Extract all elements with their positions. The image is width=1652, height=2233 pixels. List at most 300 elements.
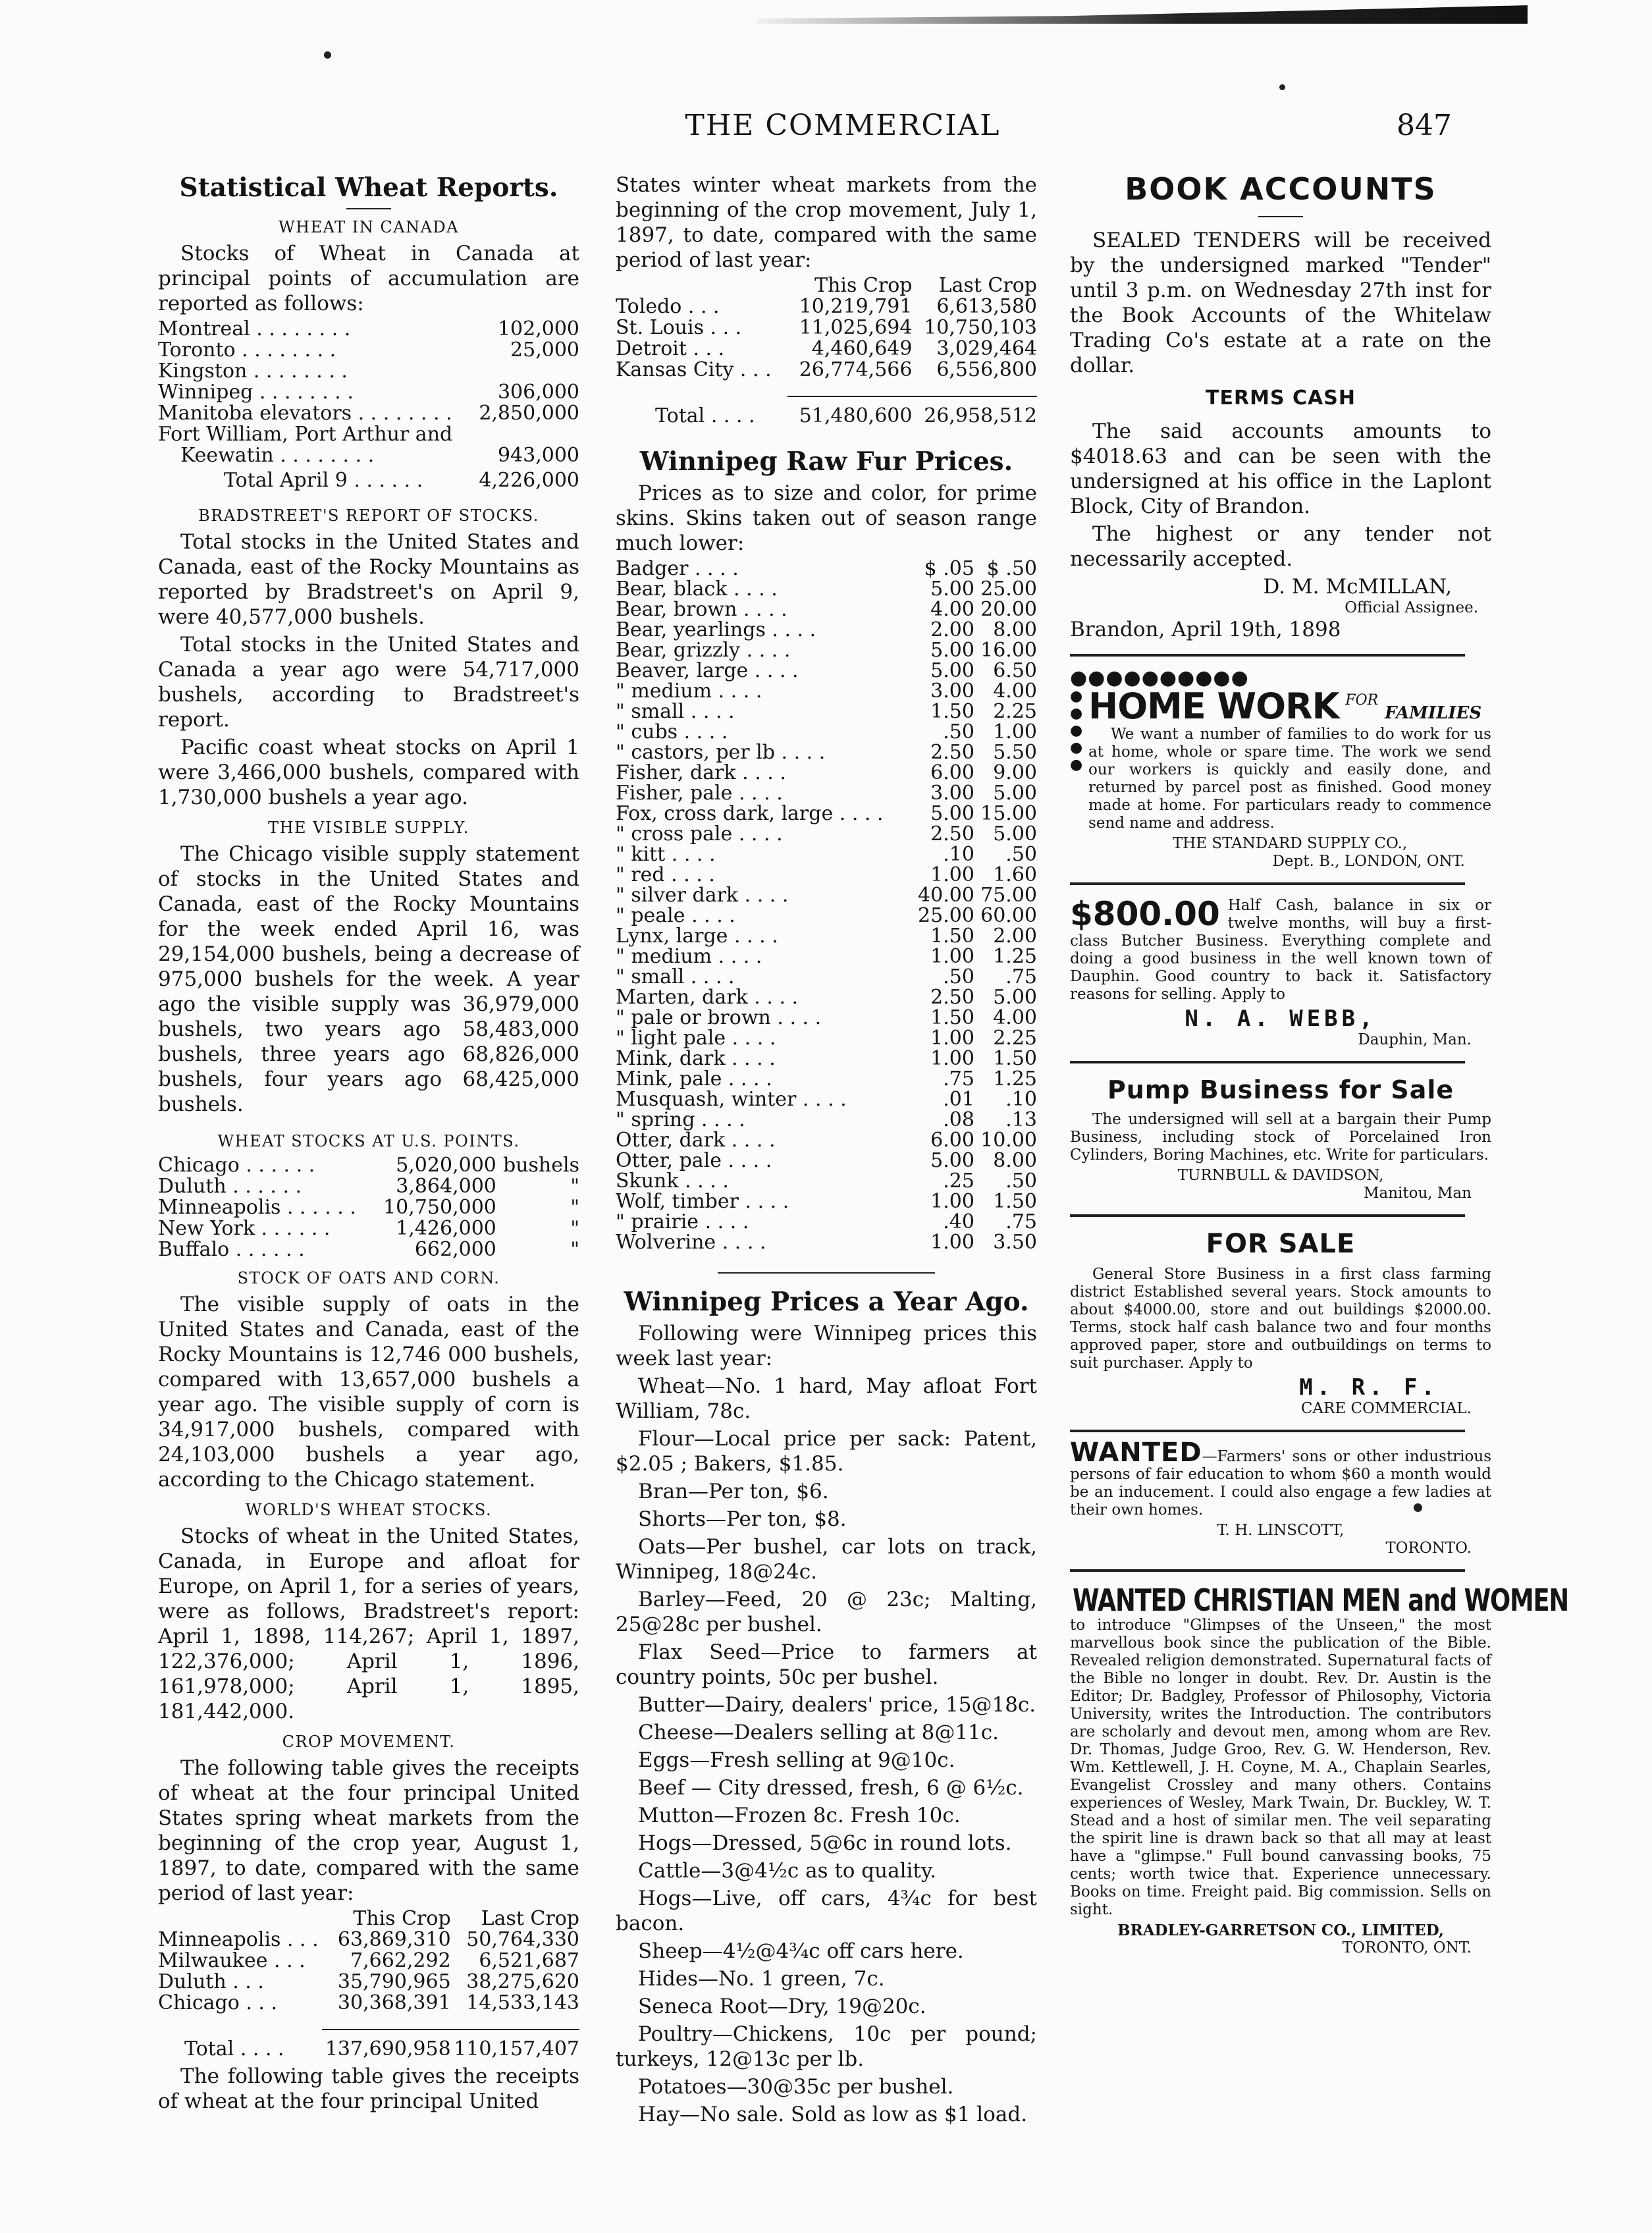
low-price: 1.00 <box>930 1190 974 1213</box>
table-row <box>616 865 1037 885</box>
place-cell: Chicago . . . . . . <box>158 1154 315 1177</box>
fur-name: Fox, cross dark, large . . . . <box>616 802 884 825</box>
place-cell: New York . . . . . . <box>158 1217 331 1240</box>
place-label: Milwaukee <box>158 1949 268 1972</box>
home-work-dept: Dept. B., LONDON, ONT. <box>1272 853 1465 870</box>
place-label: Toronto <box>158 338 236 362</box>
ink-speck <box>324 51 331 59</box>
table-row <box>158 1218 579 1239</box>
butcher-ad <box>1070 897 1491 1049</box>
place-label: Kingston <box>158 360 248 383</box>
price-item: Potatoes—30@35c per bushel. <box>638 2075 954 2099</box>
place-label: Kansas City <box>616 358 734 381</box>
table-row <box>158 424 579 445</box>
stock-value: 1,426,000 <box>396 1217 496 1240</box>
year-ago-list <box>616 1374 1037 2127</box>
bullet-dots: ●●●●●●●●●● <box>1070 666 1249 689</box>
us-points-heading: WHEAT STOCKS AT U.S. POINTS. <box>217 1132 520 1150</box>
low-price: 1.00 <box>930 1231 974 1254</box>
table-row <box>616 579 1037 599</box>
home-work-families: FAMILIES <box>1385 703 1482 723</box>
high-price: 8.00 <box>993 1149 1037 1172</box>
table-row <box>158 361 579 382</box>
column-header: This Crop <box>814 274 913 297</box>
running-title: THE COMMERCIAL <box>685 109 1001 142</box>
bradstreet-heading: BRADSTREET'S REPORT OF STOCKS. <box>198 506 539 525</box>
table-row <box>616 1028 1037 1048</box>
this-crop: 7,662,292 <box>350 1949 451 1972</box>
high-price: .50 <box>1005 1170 1037 1193</box>
fur-label: Marten, dark <box>616 986 748 1009</box>
table-row <box>158 403 579 424</box>
fur-name: Otter, pale . . . . <box>616 1149 772 1172</box>
place-label: St. Louis <box>616 316 704 339</box>
fur-name: Marten, dark . . . . <box>616 986 799 1009</box>
low-price: 40.00 <box>918 884 974 907</box>
low-price: .40 <box>943 1210 974 1233</box>
wanted-place: TORONTO. <box>1385 1540 1472 1557</box>
place-label: Chicago <box>158 1991 240 2014</box>
row-label: Chicago <box>158 1154 240 1177</box>
table-row <box>616 722 1037 742</box>
pump-signer: TURNBULL & DAVIDSON, <box>1177 1167 1384 1184</box>
place-cell <box>158 424 472 445</box>
price-item: Barley—Feed, 20 @ 23c; Malting, 25@28c per bushel. <box>616 1588 1037 1636</box>
spring-wheat-table <box>158 1908 579 2060</box>
price-item: Hogs—Live, off cars, 4¾c for best bacon. <box>616 1887 1037 1935</box>
total-this: 137,690,958 <box>325 2037 451 2060</box>
fur-label: Skunk <box>616 1170 679 1193</box>
fur-name: Bear, yearlings . . . . <box>616 618 816 641</box>
price-item: Oats—Per bushel, car lots on track, Winnipeg, 18@24c. <box>616 1535 1037 1584</box>
table-row <box>158 1176 579 1197</box>
fur-label: Mink, pale <box>616 1067 722 1090</box>
price-item: Butter—Dairy, dealers' price, 15@18c. <box>638 1693 1036 1717</box>
table-row <box>616 660 1037 681</box>
row-label: Buffalo <box>158 1238 230 1261</box>
fur-name: Lynx, large . . . . <box>616 925 778 948</box>
place-cell: Detroit . . . <box>616 337 725 360</box>
low-price: 6.00 <box>930 1129 974 1152</box>
price-item: Beef — City dressed, fresh, 6 @ 6½c. <box>638 1776 1024 1800</box>
us-points-table <box>158 1155 579 1260</box>
fur-label: Musquash, winter <box>616 1088 797 1111</box>
price-item: Flax Seed—Price to farmers at country points, 50c per bushel. <box>616 1640 1037 1689</box>
christian-company: BRADLEY-GARRETSON CO., LIMITED, <box>1117 1922 1444 1939</box>
table-row <box>616 1130 1037 1150</box>
accounts-paragraph: The said accounts amounts to $4018.63 and can be seen with the undersigned at his office in the Laplont Block, City of Brandon. <box>1070 419 1491 518</box>
place-cell: Buffalo . . . . . . <box>158 1238 305 1261</box>
christian-heading: WANTED CHRISTIAN MEN and WOMEN <box>1073 1582 1569 1618</box>
continued-paragraph: The following table gives the receipts of wheat at the four principal United <box>158 2064 579 2113</box>
row-label: Minneapolis <box>158 1196 281 1219</box>
last-crop: 3,029,464 <box>936 337 1037 360</box>
low-price: $ .05 <box>924 557 974 580</box>
table-row <box>616 640 1037 660</box>
low-price: .08 <box>943 1108 974 1131</box>
this-crop: 63,869,310 <box>337 1928 451 1951</box>
high-price: 2.25 <box>993 700 1037 723</box>
unit-cell: " <box>570 1175 579 1198</box>
fur-label: Bear, grizzly <box>616 639 741 662</box>
for-sale-initials: M. R. F. <box>1299 1374 1439 1401</box>
price-item: Seneca Root—Dry, 19@20c. <box>638 1995 926 2018</box>
pump-place: Manitou, Man <box>1363 1185 1472 1202</box>
for-sale-care: CARE COMMERCIAL. <box>1300 1400 1472 1417</box>
fur-label: Bear, brown <box>616 598 737 621</box>
low-price: .10 <box>943 843 974 866</box>
fur-label: " prairie <box>616 1210 699 1233</box>
table-row <box>616 296 1037 317</box>
last-crop: 38,275,620 <box>466 1970 579 1993</box>
low-price: .50 <box>943 720 974 743</box>
divider <box>346 208 391 209</box>
fur-name: " cross pale . . . . <box>616 822 783 846</box>
low-price: 1.50 <box>930 700 974 723</box>
low-price: 5.00 <box>930 578 974 601</box>
stock-value: 102,000 <box>497 317 579 340</box>
fur-name: Bear, black . . . . <box>616 578 778 601</box>
table-row <box>616 905 1037 926</box>
fur-name: " cubs . . . . <box>616 720 728 743</box>
canada-stocks-table <box>158 319 579 491</box>
place-cell: Kansas City . . . <box>616 358 772 381</box>
visible-supply-heading: THE VISIBLE SUPPLY. <box>268 819 469 837</box>
this-crop: 35,790,965 <box>337 1970 451 1993</box>
price-item: Hides—No. 1 green, 7c. <box>638 1967 885 1991</box>
table-row <box>158 340 579 361</box>
fur-name: Bear, grizzly . . . . <box>616 639 791 662</box>
high-price: 9.00 <box>993 761 1037 784</box>
low-price: .25 <box>943 1170 974 1193</box>
fur-label: " light pale <box>616 1027 726 1050</box>
fur-label: " spring <box>616 1108 695 1131</box>
fur-name: " small . . . . <box>616 965 735 988</box>
ink-speck <box>1279 84 1285 90</box>
high-price: 1.25 <box>993 945 1037 968</box>
last-crop: 6,613,580 <box>936 295 1037 318</box>
column-header: This Crop <box>353 1907 451 1930</box>
table-row <box>616 967 1037 987</box>
price-item: Sheep—4½@4¾c off cars here. <box>638 1939 964 1963</box>
crop-movement-paragraph: The following table gives the receipts of wheat at the four principal United States spring wheat markets from the beginning of the crop year, August 1, 1897, to date, compared with the same period of last year: <box>158 1756 579 1905</box>
table-row <box>616 558 1037 579</box>
place-cell: Kingston . . . . . . . . <box>158 360 348 383</box>
table-row <box>616 926 1037 946</box>
high-price: 1.00 <box>993 720 1037 743</box>
table-row <box>616 681 1037 701</box>
last-crop: 6,556,800 <box>936 358 1037 381</box>
fur-label: " silver dark <box>616 884 739 907</box>
fur-name: " silver dark . . . . <box>616 884 789 907</box>
row-label: New York <box>158 1217 255 1240</box>
low-price: .75 <box>943 1067 974 1090</box>
low-price: 2.50 <box>930 986 974 1009</box>
high-price: $ .50 <box>986 557 1037 580</box>
fur-prices-heading: Winnipeg Raw Fur Prices. <box>639 446 1013 477</box>
table-row <box>616 1191 1037 1212</box>
place-label: Montreal <box>158 317 250 340</box>
table-row <box>616 1150 1037 1171</box>
fur-label: Wolverine <box>616 1231 716 1254</box>
table-row <box>616 701 1037 722</box>
christian-text: to introduce "Glimpses of the Unseen," the most marvellous book since the publication of the Bible. Revealed religion demonstrated. Supernatural facts of the Bible no longer in doubt. Rev. Dr. Austin is the Editor; Dr. Badgley, Professor of Philosophy, Victoria University, writes the Introduction. The contributors are scholarly and devout men, among whom are Rev. Dr. Thomas, Judge Groo, Rev. G. W. Henderson, Rev. Wm. Kettlewell, J. H. Coyne, M. A., Chaplain Searles, Evangelist Crossley and many others. Contains experiences of Wesley, Mark Twain, Dr. Buckley, W. T. Stead and a host of similar men. The veil separating the spirit line is drawn back so that all may at least have a "glimpse." Full bound canvassing books, 75 cents; worth twice that. Experience unnecessary. Books on time. Freight paid. Big commission. Sells on sight. <box>1070 1617 1491 1918</box>
fur-label: Beaver, large <box>616 659 749 682</box>
place-label: Fort William, Port Arthur and <box>158 423 453 446</box>
high-price: 5.00 <box>993 986 1037 1009</box>
table-row <box>158 1993 579 2014</box>
winter-wheat-table <box>616 275 1037 427</box>
high-price: 4.00 <box>993 1006 1037 1029</box>
table-row <box>616 987 1037 1008</box>
stock-value: 25,000 <box>510 338 579 362</box>
bullet-dots: ● ● ● ● ● <box>1070 688 1083 773</box>
high-price: .75 <box>1005 1210 1037 1233</box>
wanted-word: WANTED <box>1070 1438 1202 1468</box>
fur-label: Bear, black <box>616 578 728 601</box>
table-row <box>616 783 1037 803</box>
fur-name: Wolf, timber . . . . <box>616 1190 789 1213</box>
fur-name: " spring . . . . <box>616 1108 745 1131</box>
divider <box>1258 216 1303 217</box>
table-row <box>616 1048 1037 1069</box>
low-price: 5.00 <box>930 659 974 682</box>
low-price: 4.00 <box>930 598 974 621</box>
price-item: Shorts—Per ton, $8. <box>638 1507 847 1531</box>
fur-label: Fox, cross dark, large <box>616 802 834 825</box>
low-price: .01 <box>943 1088 974 1111</box>
total-label: Total April 9 . . . . . . <box>224 469 423 492</box>
fur-name: " kitt . . . . <box>616 843 716 866</box>
high-price: 2.25 <box>993 1027 1037 1050</box>
place-cell: Montreal . . . . . . . . <box>158 317 351 340</box>
high-price: 5.50 <box>993 741 1037 764</box>
stock-value: 5,020,000 <box>396 1154 496 1177</box>
this-crop: 10,219,791 <box>799 295 913 318</box>
high-price: 16.00 <box>980 639 1037 662</box>
high-price: 15.00 <box>980 802 1037 825</box>
notice-date: Brandon, April 19th, 1898 <box>1070 618 1341 641</box>
high-price: 1.25 <box>993 1067 1037 1090</box>
fur-name: " medium . . . . <box>616 945 762 968</box>
table-row <box>616 1171 1037 1191</box>
fur-name: " prairie . . . . <box>616 1210 749 1233</box>
fur-label: " peale <box>616 904 685 927</box>
table-row <box>616 844 1037 865</box>
table-row <box>616 599 1037 620</box>
place-cell: Keewatin . . . . . . . . <box>180 444 375 467</box>
high-price: .10 <box>1005 1088 1037 1111</box>
visible-supply-paragraph: The Chicago visible supply statement of stocks in the United States and Canada, east of the Rocky Mountains for the week ended April 16, was 29,154,000 bushels, being a decrease of 975,000 bushels for the week. A year ago the visible supply was 36,979,000 bushels, two years ago 58,483,000 bushels, three years ago 68,826,000 bushels, four years ago 68,425,000 bushels. <box>158 842 579 1116</box>
home-work-ad <box>1070 688 1491 871</box>
table-row <box>158 1197 579 1218</box>
last-crop: 50,764,330 <box>466 1928 579 1951</box>
column-header: Last Crop <box>938 274 1037 297</box>
total-this: 51,480,600 <box>799 404 913 427</box>
fur-prices-intro: Prices as to size and color, for prime skins. Skins taken out of season range much lower: <box>616 481 1037 555</box>
ad-separator <box>1070 882 1465 885</box>
table-row <box>158 1929 579 1951</box>
total-label: Total . . . . <box>184 2037 284 2060</box>
place-cell: Minneapolis . . . . . . <box>158 1196 356 1219</box>
table-row <box>616 885 1037 905</box>
unit-cell: " <box>570 1217 579 1240</box>
high-price: 8.00 <box>993 618 1037 641</box>
book-accounts-heading: BOOK ACCOUNTS <box>1125 171 1437 207</box>
fur-label: " medium <box>616 945 712 968</box>
fur-label: " cross pale <box>616 822 733 846</box>
fur-label: Wolf, timber <box>616 1190 739 1213</box>
low-price: 3.00 <box>930 782 974 805</box>
wanted-text: —Farmers' sons or other industrious persons of fair education to whom $60 a month would be an inducement. I could also engage a few ladies at their own homes. <box>1070 1448 1491 1519</box>
for-sale-text: General Store Business in a first class farming district Established several years. Stock amounts to about $4000.00, store and out buildings $2000.00. Terms, stock half cash balance two and four months approved paper, store and outbuildings on terms to suit purchaser. Apply to <box>1070 1266 1491 1372</box>
high-price: 75.00 <box>980 884 1037 907</box>
fur-name: " red . . . . <box>616 863 715 886</box>
fur-name: Skunk . . . . <box>616 1170 729 1193</box>
low-price: 6.00 <box>930 761 974 784</box>
low-price: 5.00 <box>930 802 974 825</box>
table-row <box>616 824 1037 844</box>
table-row <box>616 803 1037 824</box>
high-price: 60.00 <box>980 904 1037 927</box>
winter-wheat-paragraph: States winter wheat markets from the beginning of the crop movement, July 1, 1897, to date, compared with the same period of last year: <box>616 173 1037 272</box>
price-item: Eggs—Fresh selling at 9@10c. <box>638 1748 955 1772</box>
stock-value <box>472 361 579 382</box>
table-row <box>158 1239 579 1260</box>
place-cell: Minneapolis . . . <box>158 1928 319 1951</box>
low-price: 25.00 <box>918 904 974 927</box>
price-item: Hogs—Dressed, 5@6c in round lots. <box>638 1831 1012 1855</box>
fur-label: " castors, per lb <box>616 741 775 764</box>
wanted-ad <box>1070 1438 1491 1519</box>
high-price: 10.00 <box>980 1129 1037 1152</box>
signer-name: D. M. McMILLAN, <box>1263 575 1452 599</box>
fur-name: " peale . . . . <box>616 904 735 927</box>
column-3 <box>1070 171 1569 1957</box>
low-price: 2.50 <box>930 822 974 846</box>
table-row <box>158 1951 579 1972</box>
fur-name: " castors, per lb . . . . <box>616 741 826 764</box>
low-price: 1.00 <box>930 945 974 968</box>
fur-name: Mink, dark . . . . <box>616 1047 776 1070</box>
oats-corn-paragraph: The visible supply of oats in the United States and Canada, east of the Rocky Mountains is 12,746 000 bushels, compared with 13,657,000 bushels a year ago. The visible supply of corn is 34,917,000 bushels, compared with 24,103,000 bushels a year ago, according to the Chicago statement. <box>158 1293 579 1492</box>
table-row <box>616 763 1037 783</box>
stock-value: 306,000 <box>497 381 579 404</box>
fur-name: Bear, brown . . . . <box>616 598 787 621</box>
fur-name: Musquash, winter . . . . <box>616 1088 847 1111</box>
place-label: Manitoba elevators <box>158 402 352 425</box>
low-price: 1.50 <box>930 1006 974 1029</box>
last-crop: 6,521,687 <box>479 1949 579 1972</box>
high-price: 1.60 <box>993 863 1037 886</box>
low-price: .50 <box>943 965 974 988</box>
table-row <box>158 445 579 466</box>
low-price: 5.00 <box>930 639 974 662</box>
low-price: 2.00 <box>930 618 974 641</box>
ad-separator <box>1070 654 1465 657</box>
place-label: Detroit <box>616 337 687 360</box>
high-price: 5.00 <box>993 782 1037 805</box>
wanted-name: T. H. LINSCOTT, <box>1217 1522 1345 1539</box>
high-price: 3.50 <box>993 1231 1037 1254</box>
place-cell: Duluth . . . . . . <box>158 1175 302 1198</box>
high-price: 20.00 <box>980 598 1037 621</box>
fur-label: Otter, pale <box>616 1149 722 1172</box>
stock-value <box>472 424 579 445</box>
stock-value: 2,850,000 <box>479 402 579 425</box>
high-price: 4.00 <box>993 680 1037 703</box>
ad-separator <box>1070 1061 1465 1063</box>
stock-value: 662,000 <box>414 1238 496 1261</box>
webb-place: Dauphin, Man. <box>1358 1031 1472 1048</box>
fur-label: " kitt <box>616 843 666 866</box>
table-row <box>616 338 1037 360</box>
world-stocks-paragraph: Stocks of wheat in the United States, Canada, in Europe and afloat for Europe, on April 1, for a series of years, were as follows, Bradstreet's report: April 1, 1898, 114,267; April 1, 1897, 122,376,000; April 1, 1896, 161,978,000; April 1, 1895, 181,442,000. <box>158 1524 579 1723</box>
fur-label: " medium <box>616 680 712 703</box>
tender-paragraph: SEALED TENDERS will be received by the undersigned marked "Tender" until 3 p.m. on Wednesday 27th inst for the Book Accounts of the Whitelaw Trading Co's estate at a rate on the dollar. <box>1070 229 1491 377</box>
fur-name: Fisher, dark . . . . <box>616 761 786 784</box>
fur-name: Mink, pale . . . . <box>616 1067 772 1090</box>
place-cell: Chicago . . . <box>158 1991 278 2014</box>
table-row <box>616 317 1037 338</box>
price-item: Cattle—3@4½c as to quality. <box>638 1859 937 1883</box>
unit-cell: " <box>570 1196 579 1219</box>
table-row <box>616 742 1037 763</box>
place-cell: Duluth . . . <box>158 1970 264 1993</box>
scan-artifact <box>757 5 1528 24</box>
fur-name: " small . . . . <box>616 700 735 723</box>
price-item: Poultry—Chickens, 10c per pound; turkeys, 12@13c per lb. <box>616 2022 1037 2071</box>
stock-value: 10,750,000 <box>383 1196 496 1219</box>
high-price: 5.00 <box>993 822 1037 846</box>
fur-prices-table <box>616 558 1037 1252</box>
fur-label: " small <box>616 965 685 988</box>
terms-cash: TERMS CASH <box>1206 387 1356 410</box>
table-row <box>616 620 1037 640</box>
column-1 <box>158 173 579 2116</box>
fur-name: " pale or brown . . . . <box>616 1006 822 1029</box>
place-label: Keewatin <box>180 444 274 467</box>
fur-label: " pale or brown <box>616 1006 771 1029</box>
place-label: Duluth <box>158 1970 226 1993</box>
table-row <box>158 1972 579 1993</box>
row-label: Duluth <box>158 1175 226 1198</box>
year-ago-heading: Winnipeg Prices a Year Ago. <box>624 1287 1029 1317</box>
this-crop: 26,774,566 <box>799 358 913 381</box>
column-header: Last Crop <box>481 1907 579 1930</box>
fur-name: Fisher, pale . . . . <box>616 782 783 805</box>
pump-text: The undersigned will sell at a bargain their Pump Business, including stock of Porcelained Iron Cylinders, Boring Machines, etc. Write for particulars. <box>1070 1111 1491 1164</box>
fur-name: Badger . . . . <box>616 557 739 580</box>
low-price: 1.00 <box>930 1047 974 1070</box>
fur-label: " cubs <box>616 720 678 743</box>
pump-heading: Pump Business for Sale <box>1107 1075 1454 1104</box>
christian-place: TORONTO, ONT. <box>1342 1939 1472 1956</box>
table-row <box>616 946 1037 967</box>
fur-name: Beaver, large . . . . <box>616 659 799 682</box>
high-price: .50 <box>1005 843 1037 866</box>
price-item: Hay—No sale. Sold as low as $1 load. <box>638 2103 1028 2126</box>
table-row <box>158 382 579 403</box>
fur-label: Fisher, dark <box>616 761 736 784</box>
fur-label: Fisher, pale <box>616 782 733 805</box>
place-label: Minneapolis <box>158 1928 281 1951</box>
low-price: 2.50 <box>930 741 974 764</box>
stock-value: 3,864,000 <box>396 1175 496 1198</box>
place-cell: Toronto . . . . . . . . <box>158 338 336 362</box>
high-price: 1.50 <box>993 1047 1037 1070</box>
high-price: 25.00 <box>980 578 1037 601</box>
